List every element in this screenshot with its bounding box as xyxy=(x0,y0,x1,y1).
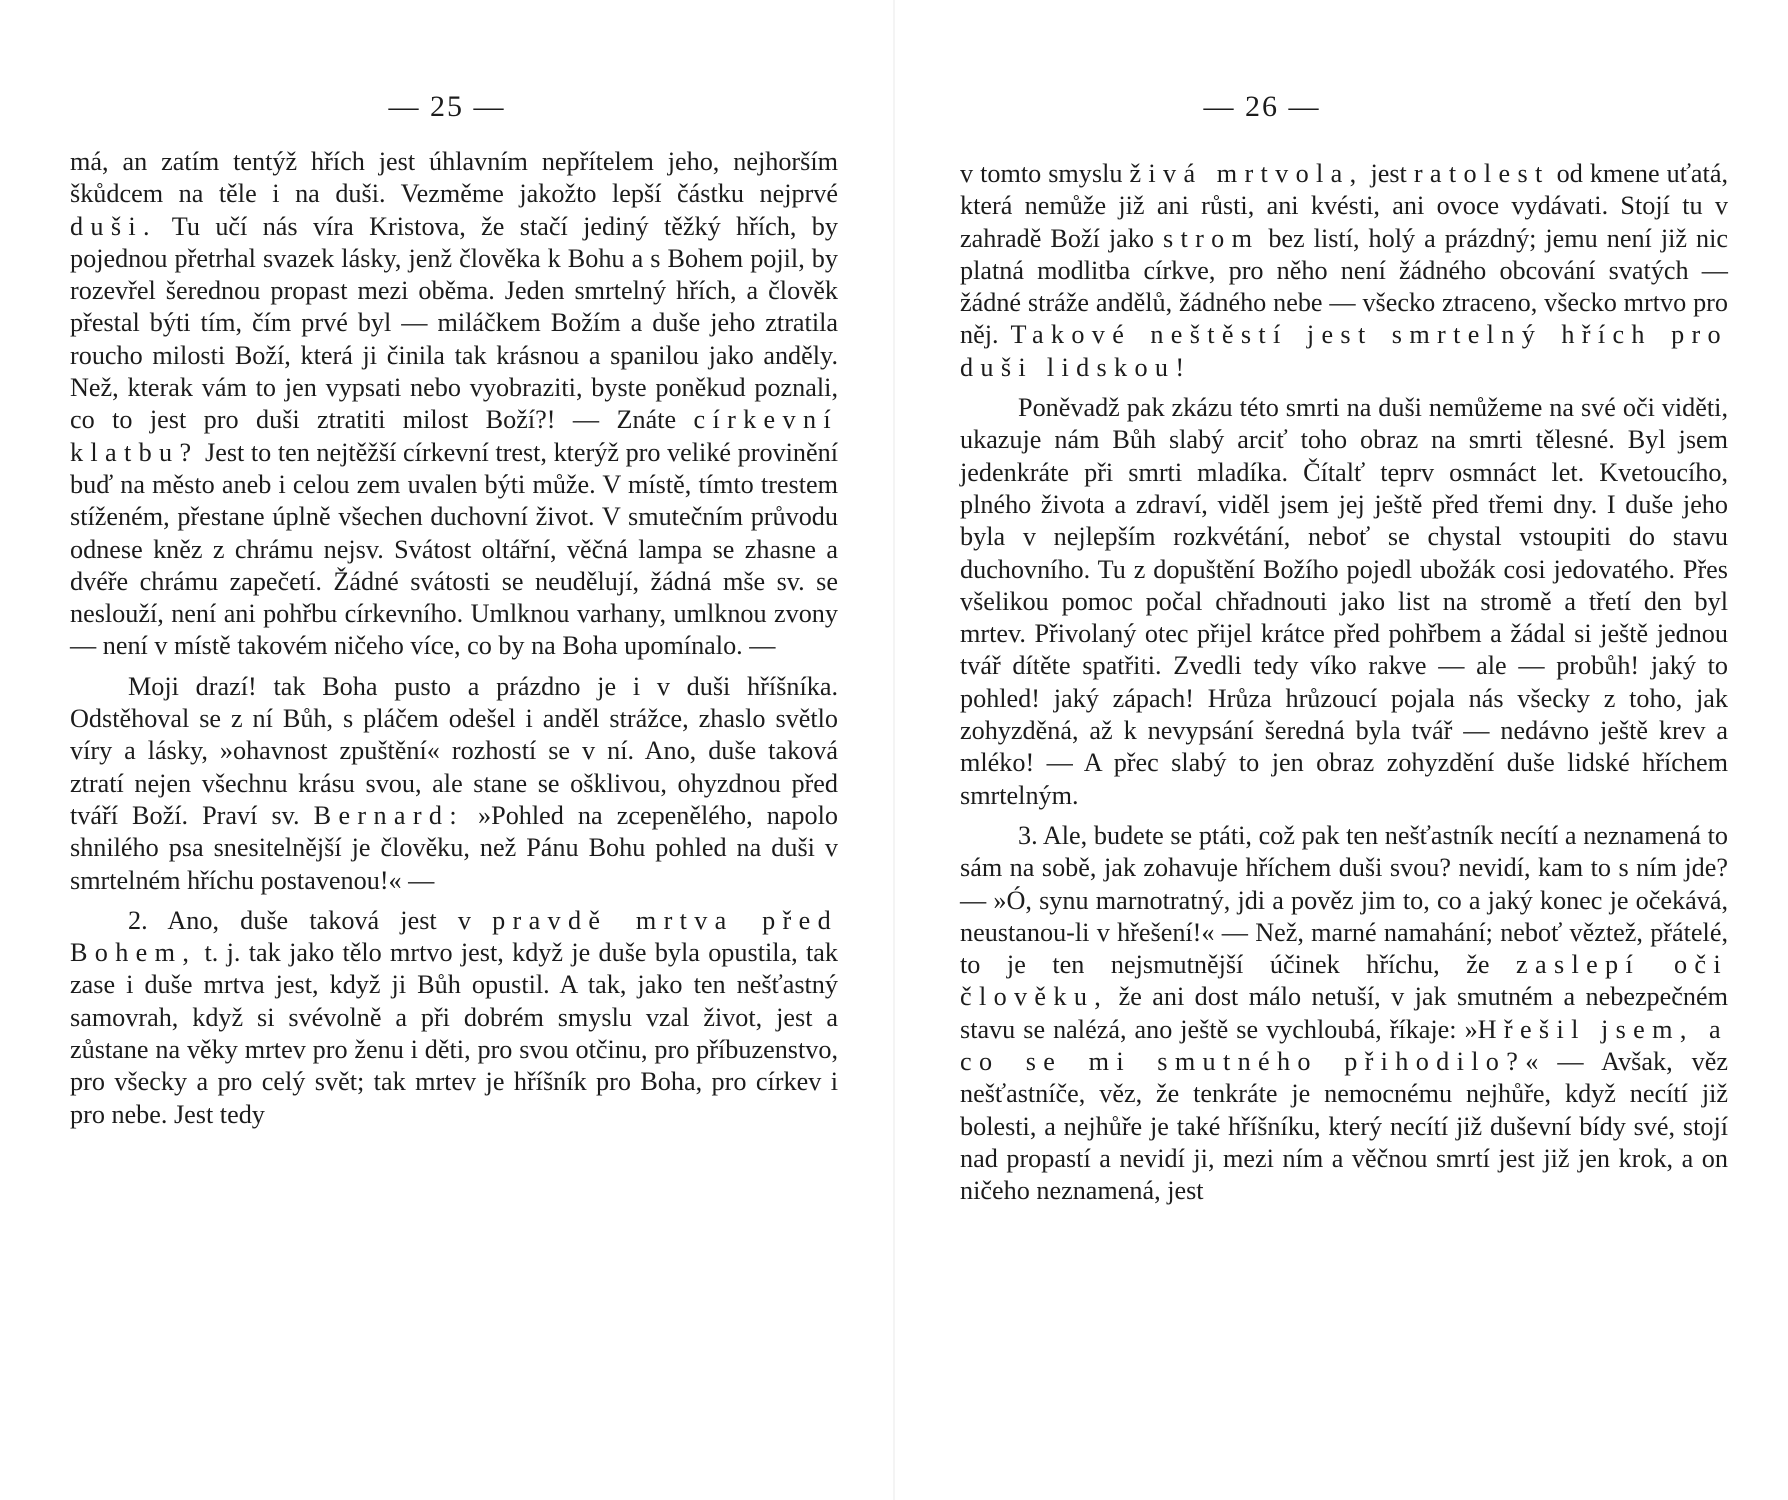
paragraph xyxy=(70,671,838,897)
spaced-emphasis-text: zaslepí oči člověku, xyxy=(960,950,1728,1012)
paragraph xyxy=(960,820,1728,1208)
body-text: Poněvadž pak zkázu této smrti na duši nemůžeme na své oči viděti, ukazuje nám Bůh slabý arciť toho obraz na smrti tělesné. Byl jsem jedenkráte při smrti mladíka. Čítalť teprv osmnáct let. Kvetoucího, plného života a zdraví, viděl jsem jej ještě před třemi dny. I duše jeho byla v nejlepším rozkvétání, neboť se chystal vstoupiti do stavu duchovního. Tu z dopuštění Božího pojedl ubožák cosi jedovatého. Přes všelikou pomoc počal chřadnouti jako list na stromě a třetí den byl mrtev. Přivolaný otec přijel krátce před pohřbem a žádal si ještě jednou tvář dítěte spatřiti. Zvedli tedy víko rakve — ale — probůh! jaký to pohled! jaký zápach! Hrůza hrůzoucí pojala nás všecky z toho, jak zohyzděná, až k nevypsání šeredná byla tvář — nedávno ještě krev a mléko! — A přec slabý to jen obraz zohyzdění duše lidské hříchem smrtelným. xyxy=(960,393,1728,810)
spaced-emphasis-text: církevní klatbu? xyxy=(70,405,838,467)
body-text: bez listí, holý a prázdný; jemu není již nic platná modlitba církve, pro něho není žádného obcování svatých — žádné stráže andělů, žádného nebe — všecko ztraceno, všecko mrtvo pro něj. xyxy=(960,223,1728,350)
spaced-emphasis-text: strom xyxy=(1162,223,1260,253)
spaced-emphasis-text: duši. xyxy=(70,211,157,241)
page-number-left: — 25 — xyxy=(388,90,506,123)
right-page xyxy=(894,0,1788,1500)
spaced-emphasis-text: ratolest xyxy=(1413,159,1550,188)
paragraph xyxy=(70,905,838,1131)
spaced-emphasis-text: Bernard: xyxy=(313,800,464,830)
left-page-text xyxy=(70,146,838,1139)
body-text: Jest to ten nejtěžší církevní trest, kterýž pro veliké provinění buď na město aneb i celou zem uvalen býti může. V místě, tímto trestem stíženém, přestane úplně všechen duchovní život. V smutečním průvodu odnese kněz z chrámu nejsv. Svátost oltářní, věčná lampa se zhasne a dvéře chrámu zapečetí. Žádné svátosti se neudělují, žádná mše sv. se neslouží, není ani pohřbu církevního. Umlknou varhany, umlknou zvony — není v místě takovém ničeho více, co by na Boha upomínalo. — xyxy=(70,437,838,661)
body-text: « — Avšak, věz nešťastníče, věz, že tenkráte je nemocnému nejhůře, když necítí již bolesti, a nejhůře je také hříšníku, který necítí již duševní bídy své, stojí nad propastí a nevidí ji, mezi ním a věčnou smrtí jest již jen krok, a on ničeho neznamená, jest xyxy=(960,1047,1728,1206)
body-text: v tomto smyslu xyxy=(960,159,1130,188)
spaced-emphasis-text: Takové neštěstí jest smrtelný hřích pro duši lidskou! xyxy=(960,320,1728,382)
paragraph xyxy=(70,146,838,663)
spaced-emphasis-text: pravdě mrtva před Bohem, xyxy=(70,905,838,968)
body-text: t. j. tak jako tělo mrtvo jest, když je duše byla opustila, tak zase i duše mrtva jest, když ji Bůh opustil. A tak, jako ten nešťastný samovrah, když si svévolně a při dobrém smyslu vzal život, jest a zůstane na věky mrtev pro ženu i děti, pro svou otčinu, pro příbuzenstvo, pro všecky a pro celý svět; tak mrtev je hříšník pro Boha, pro církev i pro nebe. Jest tedy xyxy=(70,938,838,1129)
body-text: že ani dost málo netuší, v jak smutném a nebezpečném stavu se nalézá, ano ještě se vychloubá, říkaje: » xyxy=(960,982,1728,1044)
body-text: Tu učí nás víra Kristova, že stačí jediný těžký hřích, by pojednou přetrhal svazek lásky, jenž člověka k Bohu a s Bohem pojil, by rozevřel šerednou propast mezi oběma. Jeden smrtelný hřích, a člověk přestal býti tím, čím prvé byl — miláčkem Božím a duše jeho ztratila roucho milosti Boží, která ji činila tak krásnou a spanilou jako anděly. Než, kterak vám to jen vypsati nebo vyobraziti, byste poněkud poznali, co to jest pro duši ztratiti milost Boží?! — Znáte xyxy=(70,211,838,435)
paragraph xyxy=(960,392,1728,812)
body-text: má, an zatím tentýž hřích jest úhlavním nepřítelem jeho, nejhorším škůdcem na těle i na duši. Vezměme jakožto lepší částku nejprvé xyxy=(70,147,838,209)
body-text: 2. Ano, duše taková jest v xyxy=(128,905,493,935)
body-text: od kmene uťatá, která nemůže již ani růsti, ani kvésti, ani ovoce vydávati. Stojí tu v zahradě Boží jako xyxy=(960,159,1728,253)
spaced-emphasis-text: živá mrtvola, xyxy=(1129,159,1364,188)
body-text: Moji drazí! tak Boha pusto a prázdno je i v duši hříšníka. Odstěhoval se z ní Bůh, s pláčem odešel i anděl strážce, zhaslo světlo víry a lásky, »ohavnost zpuštění« rozhostí se v ní. Ano, duše taková ztratí nejen všechnu krásu svou, ale stane se ošklivou, ohyzdnou před tváří Boží. Praví sv. xyxy=(70,671,838,830)
body-text: »Pohled na zcepenělého, napolo shnilého psa snesitelnější je člověku, než Pánu Bohu pohled na duši v smrtelném hříchu postavenou!« — xyxy=(70,800,838,895)
body-text: jest xyxy=(1363,159,1414,188)
page-number-right: — 26 — xyxy=(1203,90,1321,123)
spaced-emphasis-text: Hřešil jsem, a co se mi smutného přihodilo? xyxy=(960,1014,1728,1077)
paragraph xyxy=(960,158,1728,384)
right-page-text xyxy=(960,158,1728,1216)
body-text: 3. Ale, budete se ptáti, což pak ten nešťastník necítí a neznamená to sám na sobě, jak zohavuje hříchem duši svou? nevidí, kam to s ním jde? — »Ó, synu marnotratný, jdi a pověz jim to, co a jaký konec je očekává, neustanou-li v hřešení!« — Než, marné namahání; neboť věztež, přátelé, to je ten nejsmutnější účinek hříchu, že xyxy=(960,820,1728,980)
